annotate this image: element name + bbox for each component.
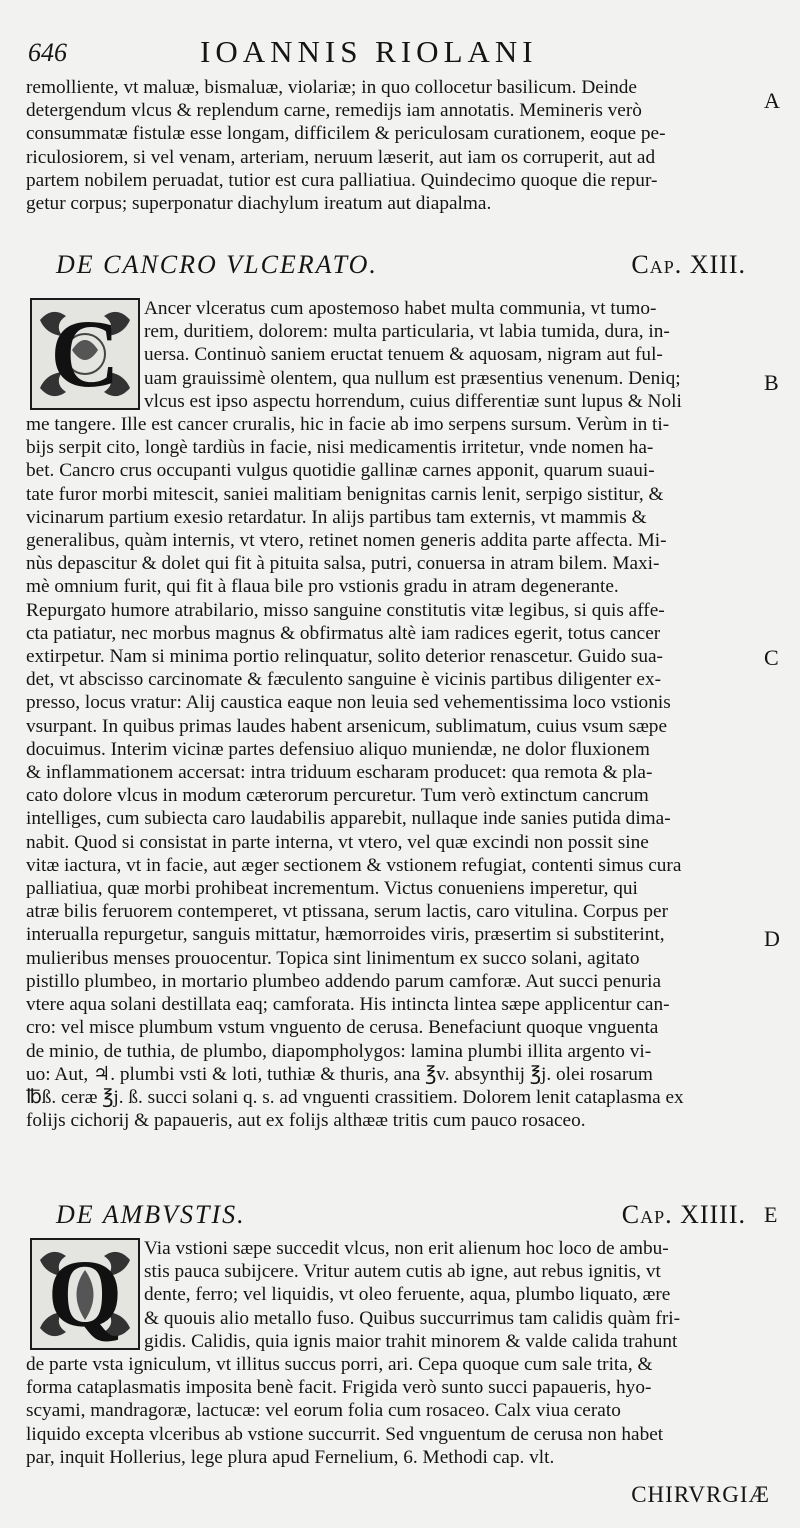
page-number: 646 [28,38,67,67]
text-line: vitæ iactura, vt in facie, aut æger sectionem & vstionem refugiat, contenti simus cura [26,854,682,876]
text-block-cancer [26,297,761,1132]
text-line: Repurgato humore atrabilario, misso sanguine constitutis vitæ legibus, si quis affe- [26,599,665,621]
text-line: getur corpus; superponatur diachylum ireatum aut diapalma. [26,193,492,215]
text-line: extirpetur. Nam si minima portio relinquatur, solito deterior renascetur. Guido sua- [26,646,663,668]
text-line: nùs depascitur & dolet qui fit à pituita salsa, putri, conuersa in atram bilem. Maxi- [26,553,660,575]
text-line: uo: Aut, ♃. plumbi vsti & loti, tuthiæ & thuris, ana ℥v. absynthij ℥j. olei rosarum [26,1063,653,1085]
text-line: det, vt abscisso carcinomate & fæculento sanguine è vicinis partibus diligenter ex- [26,669,662,691]
text-line: de minio, de tuthia, de plumbo, diapompholygos: lamina plumbi illita argento vi- [26,1040,652,1062]
text-line: vsurpant. In quibus primas laudes habent arsenicum, sublimatum, cuius vsum sæpe [26,715,668,737]
margin-letter-e: E [764,1202,778,1227]
chapter-heading-burns [56,1200,746,1234]
text-line: forma cataplasmatis imposita benè facit. Frigida verò sunto succi papaueris, hyo- [26,1377,652,1399]
text-line: liquido excepta vlceribus ab vstione succurrit. Sed vnguentum de cerusa non habet [26,1423,664,1445]
text-line: mè omnium furit, qui fit à flaua bile pro vstionis gradu in atram degenerante. [26,576,619,598]
text-line: riculosiorem, si vel venam, arteriam, neruum læserit, aut iam os corruperit, aut ad [26,146,656,168]
text-line: & inflammationem accersat: intra triduum escharam producet: qua remota & pla- [26,762,653,784]
text-line: vtere aqua solani destillata eaq; camforata. His intincta lintea sæpe applicentur can- [26,994,670,1016]
text-block-burns [26,1237,761,1469]
text-line: ℔ß. ceræ ℥j. ß. succi solani q. s. ad vnguenti crassitiem. Dolorem lenit cataplasma ex [26,1086,684,1108]
text-line: atræ bilis feruorem contemperet, vt ptissana, serum lactis, caro vitulina. Corpus per [26,901,668,923]
text-line: vicinarum partium exesio retardatur. In alijs partibus tam externis, vt mammis & [26,506,647,528]
text-line: Via vstioni sæpe succedit vlcus, non erit alienum hoc loco de ambu- [144,1238,669,1259]
text-line: rem, duritiem, dolorem: multa particularia, vt labia tumida, dura, in- [144,321,670,343]
margin-letter-d: D [764,926,780,951]
text-line: vlcus est ipso aspectu horrendum, cuius differentiæ sunt lupus & Noli [144,390,682,412]
chapter-title: DE CANCRO VLCERATO. [56,250,378,279]
initial-letter: Q [47,1240,123,1347]
text-line: Ancer vlceratus cum apostemoso habet multa communia, vt tumo- [144,298,657,319]
text-line: palliatiua, quæ morbi prohibeat incrementum. Victus conueniens imperetur, qui [26,878,638,900]
margin-letter-b: B [764,370,779,395]
text-line: me tangere. Ille est cancer cruralis, hic in facie ab imo serpens sursum. Verùm in ti- [26,414,670,436]
page-header [28,34,780,74]
text-line: pistillo plumbeo, in mortario plumbeo addendo parum camforæ. Aut succi penuria [26,970,662,992]
text-line: cta patiatur, nec morbus magnus & obfirmatus altè iam radices egerit, totus cancer [26,622,661,644]
margin-letter-a: A [764,88,780,113]
text-line: uam grauissimè olentem, qua nullum est præsentius venenum. Deniq; [144,367,681,389]
text-line: par, inquit Hollerius, lege plura apud Fernelium, 6. Methodi cap. vlt. [26,1446,555,1468]
text-line: de parte vsta igniculum, vt illitus succus porri, ari. Cepa quoque cum sale trita, & [26,1354,653,1376]
text-line: stis pauca subijcere. Vritur autem cutis ab igne, aut rebus ignitis, vt [144,1261,661,1283]
text-block-fistula-end [26,76,761,215]
text-line: scyami, mandragoræ, lactucæ: vel eorum folia cum rosaceo. Calx viua cerato [26,1400,621,1422]
text-line: presso, locus vratur: Alij caustica eaque non leuia sed vehementissima loco vstionis [26,692,671,714]
running-title: IOANNIS RIOLANI [200,34,538,69]
text-line: bijs serpit cito, longè tardiùs in facie, nisi medicamentis irritetur, vnde nomen ha- [26,437,654,459]
text-line: dente, ferro; vel liquidis, vt oleo feruente, aqua, plumbo liquato, ære [144,1284,671,1306]
text-line: bet. Cancro crus occupanti vulgus quotidie gallinæ carnes apponit, quarum suaui- [26,460,655,482]
catchword: CHIRVRGIÆ [631,1482,770,1507]
chapter-heading-cancer [56,250,746,284]
text-line: nabit. Quod si consistat in parte interna, vt vtero, vel quæ excindi non possit sine [26,831,649,853]
text-line: tate furor morbi mitescit, saniei malitiam benignitas carnis lenit, serpigo sistitur, & [26,483,664,505]
text-line: interualla repurgetur, sanguis mittatur, hæmorroides viris, præsertim si substiterint, [26,924,665,946]
text-line: gidis. Calidis, quia ignis maior trahit minorem & valde calida trahunt [144,1330,678,1352]
text-line: folijs cichorij & papaueris, aut ex folijs althææ tritis cum pauco rosaceo. [26,1110,586,1132]
text-line: cato dolore vlcus in modum cæterorum percuretur. Tum verò extinctum cancrum [26,785,649,807]
text-line: generalibus, quàm internis, vt vtero, retinet nomen generis addita parte affecta. Mi- [26,530,667,552]
text-line: cro: vel misce plumbum vstum vnguento de cerusa. Benefaciunt quoque vnguenta [26,1017,659,1039]
text-line: mulieribus menses prouocentur. Topica sint linimentum ex succo solani, agitato [26,947,640,969]
text-line: remolliente, vt maluæ, bismaluæ, violariæ; in quo collocetur basilicum. Deinde [26,77,637,98]
text-line: & quouis alio metallo fuso. Quibus succurrimus tam calidis quàm fri- [144,1307,681,1329]
text-line: consummatæ fistulæ esse longam, difficilem & periculosam curationem, eoque pe- [26,123,666,145]
margin-letter-c: C [764,645,779,670]
text-line: detergendum vlcus & replendum carne, remedijs iam annotatis. Memineris verò [26,100,642,122]
text-line: partem nobilem peruadat, tutior est cura palliatiua. Quindecimo quoque die repur- [26,169,658,191]
text-line: intelliges, cum subiecta caro laudabilis apparebit, nullaque inde sanies putida dima- [26,808,671,830]
text-line: uersa. Continuò saniem eructat tenuem & aquosam, nigram aut ful- [144,344,663,366]
text-line: docuimus. Interim vicinæ partes defensiuo aliquo muniendæ, ne dolor fluxionem [26,738,650,760]
initial-letter: C [50,300,120,407]
chapter-number: Cap. XIII. [631,250,746,279]
chapter-title: DE AMBVSTIS. [56,1200,246,1229]
chapter-number: Cap. XIIII. [621,1200,746,1229]
